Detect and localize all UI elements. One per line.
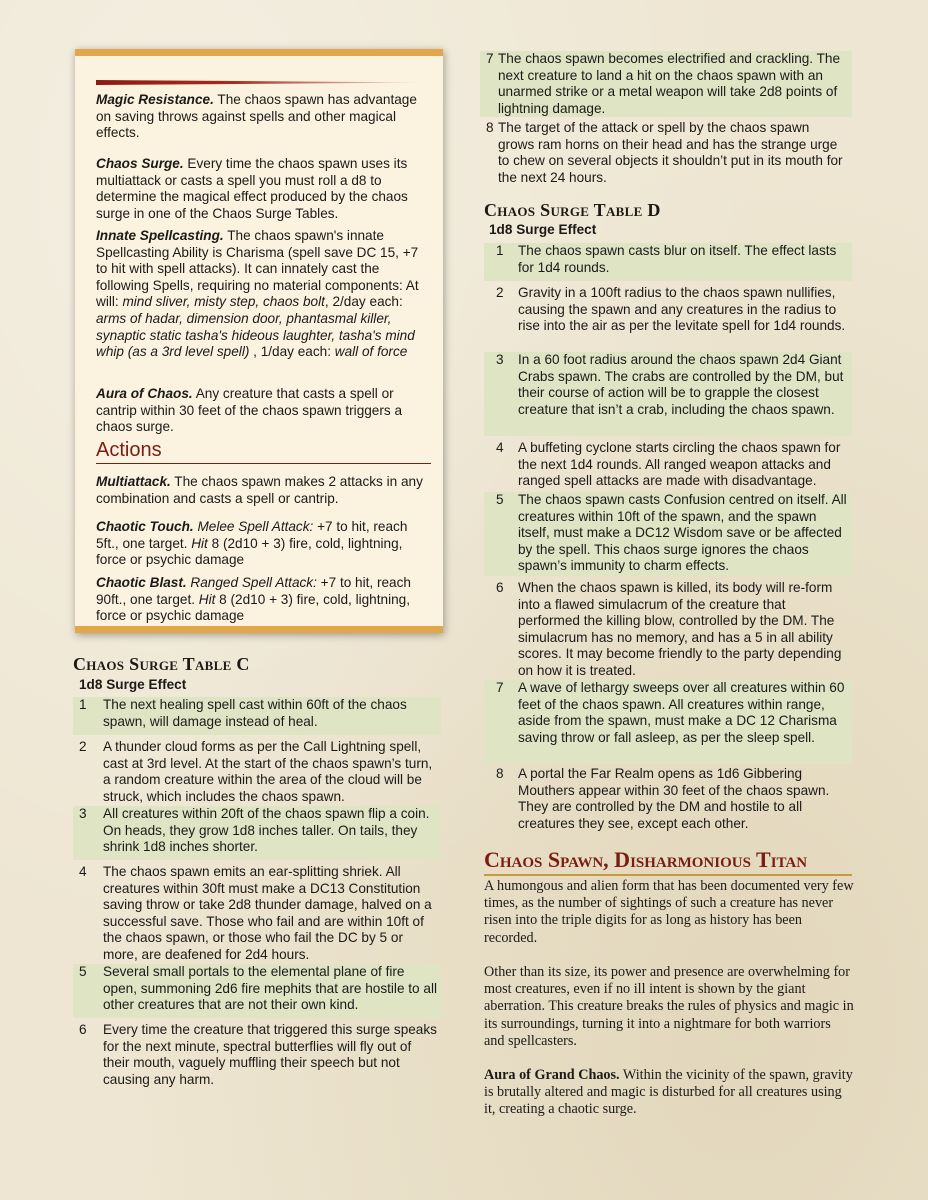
- attack-type: Ranged Spell Attack:: [186, 575, 317, 590]
- trait-innate-spellcasting: [96, 228, 431, 361]
- row-text: The target of the attack or spell by the chaos spawn grows ram horns on their head and has the strange urge to chew on several objects it shouldn’t put in its mouth for the next 24 hours.: [498, 120, 843, 185]
- stat-block: [75, 49, 443, 633]
- row-number: 8: [486, 120, 494, 135]
- paragraph: Other than its size, its power and presence are overwhelming for most creatures, even if no ill intent is shown by the giant aberration. This creature breaks the rules of physics and magic in its surroundings, turning it into a nightmare for both warriors and spellcasters.: [484, 964, 854, 1049]
- action-multiattack: [96, 474, 431, 507]
- row-text: Every time the creature that triggered this surge speaks for the next minute, spectral butterflies will fly out of their mouth, vaguely muffling their speech but not causing any harm.: [103, 1022, 437, 1087]
- row-text: In a 60 foot radius around the chaos spawn 2d4 Giant Crabs spawn. The crabs are controlled by the DM, but their course of action will be to grapple the closest creature that isn’t a crab, including the chaos spawn.: [518, 352, 844, 417]
- row-text: A thunder cloud forms as per the Call Lightning spell, cast at 3rd level. At the start of the chaos spawn’s turn, a random creature within the area of the cloud will be struck, which includes the chaos spawn.: [103, 739, 433, 804]
- action-chaotic-touch: [96, 519, 431, 569]
- table-row: [484, 492, 852, 576]
- table-row: [484, 440, 852, 492]
- row-text: Gravity in a 100ft radius to the chaos spawn nullifies, causing the spawn and any creatures in the radius to rise into the air as per the levitate spell for 1d4 rounds.: [518, 285, 846, 334]
- action-text: 8 (2d10 + 3) fire, cold, lightning, force or psychic damage: [96, 591, 410, 624]
- row-text: When the chaos spawn is killed, its body will re-form into a flawed simulacrum of the creature that performed the killing blow, controlled by the DM. The simulacrum has no memory, and has a 5 in all ability scores. It may become friendly to the party depending on how it is treated.: [518, 580, 842, 678]
- table-row: [480, 120, 852, 186]
- table-row: [484, 352, 852, 436]
- row-text: The chaos spawn casts Confusion centred on itself. All creatures within 10ft of the spawn, and the spawn itself, must make a DC12 Wisdom save or be affected by the spell. This chaos surge ignores the chaos spawn’s immunity to charm effects.: [518, 492, 847, 574]
- attack-type: Melee Spell Attack:: [193, 519, 314, 534]
- table-row: [73, 964, 441, 1018]
- trait-name: Innate Spellcasting.: [96, 228, 224, 243]
- trait-magic-resistance: [96, 92, 431, 142]
- row-number: 6: [496, 580, 504, 595]
- row-number: 4: [79, 864, 87, 879]
- section-title: Chaos Spawn, Disharmonious Titan: [484, 847, 852, 876]
- row-number: 2: [79, 739, 87, 754]
- row-text: Several small portals to the elemental plane of fire open, summoning 2d6 fire mephits that are hostile to all other creatures that are not their own kind.: [103, 964, 437, 1013]
- row-number: 1: [496, 243, 504, 258]
- row-number: 3: [79, 806, 87, 821]
- table-d-title: Chaos Surge Table D: [484, 200, 661, 220]
- row-text: The next healing spell cast within 60ft of the chaos spawn, will damage instead of heal.: [103, 697, 407, 729]
- trait-text: The chaos spawn has advantage on saving throws against spells and other magical effects.: [96, 92, 417, 141]
- trait-chaos-surge: [96, 156, 431, 222]
- spell-list-one-day: wall of force: [334, 344, 408, 360]
- row-number: 2: [496, 285, 504, 300]
- row-number: 4: [496, 440, 504, 455]
- row-text: The chaos spawn emits an ear-splitting shriek. All creatures within 30ft must make a DC13 Constitution saving throw or take 2d8 thunder damage, halved on a successful save. Those who fail and are within 10ft of the chaos spawn, or those who fail the DC by 5 or more, are deafened for 2d4 hours.: [103, 864, 432, 962]
- trait-name: Magic Resistance.: [96, 92, 214, 107]
- row-text: All creatures within 20ft of the chaos spawn flip a coin. On heads, they grow 1d8 inches taller. On tails, they shrink 1d8 inches shorter.: [103, 806, 430, 855]
- trait-text: , 2/day each:: [324, 294, 403, 310]
- action-name: Multiattack.: [96, 474, 171, 489]
- table-row: [73, 1022, 441, 1090]
- table-d-header: 1d8 Surge Effect: [489, 222, 597, 237]
- spell-list-at-will: mind sliver, misty step, chaos bolt: [122, 294, 325, 310]
- table-row: [73, 806, 441, 860]
- actions-heading: Actions: [96, 439, 431, 464]
- row-number: 8: [496, 766, 504, 781]
- table-row: [484, 243, 852, 281]
- row-text: A portal the Far Realm opens as 1d6 Gibbering Mouthers appear within 30 feet of the chaos spawn. They are controlled by the DM and hostile to all creatures they see, except each other.: [518, 766, 830, 831]
- action-chaotic-blast: [96, 575, 431, 625]
- table-c-title: Chaos Surge Table C: [73, 654, 250, 674]
- paragraph-text: Within the vicinity of the spawn, gravity is brutally altered and magic is disturbed for all creatures using it, creating a chaotic surge.: [484, 1067, 853, 1118]
- action-name: Chaotic Blast.: [96, 575, 187, 590]
- table-row: [484, 285, 852, 351]
- tapered-rule: [96, 80, 431, 85]
- table-row: [73, 864, 441, 964]
- trait-text: , 1/day each:: [249, 344, 335, 360]
- action-text: +7 to hit, reach 90ft., one target.: [96, 575, 411, 607]
- hit-label: Hit: [198, 591, 216, 607]
- row-number: 7: [496, 680, 504, 695]
- action-text: 8 (2d10 + 3) fire, cold, lightning, force or psychic damage: [96, 535, 403, 568]
- trait-text: Every time the chaos spawn uses its multiattack or casts a spell you must roll a d8 to determine the magical effect produced by the chaos surge in one of the Chaos Surge Tables.: [96, 156, 408, 221]
- trait-name: Aura of Chaos.: [96, 386, 193, 401]
- trait-name: Chaos Surge.: [96, 156, 184, 171]
- table-row: [73, 697, 441, 735]
- table-row: [73, 739, 441, 809]
- row-number: 3: [496, 352, 504, 367]
- table-row: [484, 766, 852, 832]
- row-number: 5: [79, 964, 87, 979]
- table-row: [484, 680, 852, 764]
- row-text: The chaos spawn casts blur on itself. The effect lasts for 1d4 rounds.: [518, 243, 837, 275]
- trait-aura-of-chaos: [96, 386, 431, 436]
- spell-list-two-day: arms of hadar, dimension door, phantasmal killer, synaptic static tasha's hideous laughter, tasha's mind whip (as a 3rd level spell): [96, 310, 415, 360]
- action-text: The chaos spawn makes 2 attacks in any combination and casts a spell or cantrip.: [96, 474, 423, 506]
- row-text: The chaos spawn becomes electrified and crackling. The next creature to land a hit on the chaos spawn with an unarmed strike or a metal weapon will take 2d8 points of lightning damage.: [498, 51, 841, 116]
- table-row: [480, 51, 852, 117]
- paragraph-lead: Aura of Grand Chaos.: [484, 1067, 620, 1083]
- paragraph: A humongous and alien form that has been documented very few times, as the number of sightings of such a creature has never risen into the triple digits for as long as history has been recorded.: [484, 878, 854, 946]
- row-number: 1: [79, 697, 87, 712]
- hit-label: Hit: [191, 535, 208, 551]
- row-number: 6: [79, 1022, 87, 1037]
- action-text: +7 to hit, reach 5ft., one target.: [96, 519, 408, 551]
- row-number: 7: [486, 51, 494, 66]
- paragraph: [484, 1067, 854, 1119]
- trait-text: The chaos spawn's innate Spellcasting Ability is Charisma (spell save DC 15, +7 to hit with spell attacks). It can innately cast the following Spells, requiring no material components: At will:: [96, 228, 419, 310]
- table-c-header: 1d8 Surge Effect: [79, 677, 187, 692]
- row-text: A wave of lethargy sweeps over all creatures within 60 feet of the chaos spawn. All creatures within range, aside from the spawn, must make a DC 12 Charisma saving throw or fall asleep, as per the sleep spell.: [518, 680, 845, 745]
- row-number: 5: [496, 492, 504, 507]
- row-text: A buffeting cyclone starts circling the chaos spawn for the next 1d4 rounds. All ranged weapon attacks and ranged spell attacks are made with disadvantage.: [518, 440, 841, 489]
- action-name: Chaotic Touch.: [96, 519, 194, 534]
- trait-text: Any creature that casts a spell or cantrip within 30 feet of the chaos spawn triggers a chaos surge.: [96, 386, 403, 435]
- table-row: [484, 580, 852, 680]
